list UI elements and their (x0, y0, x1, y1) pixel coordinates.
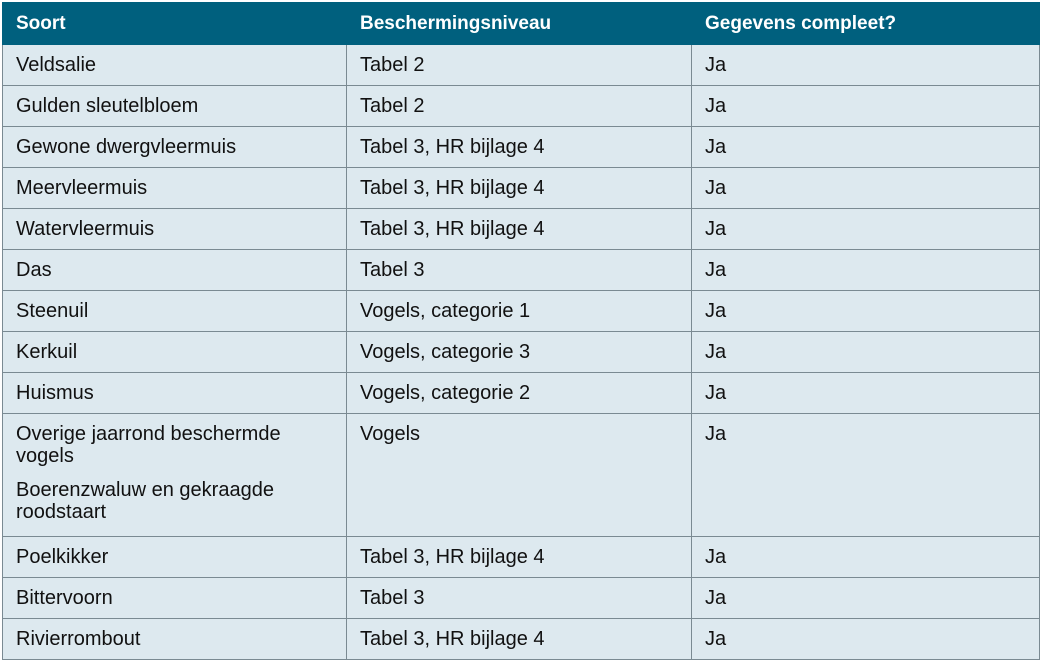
species-table (2, 2, 1040, 660)
cell-complete: Ja (692, 414, 1040, 537)
species-name: Overige jaarrond beschermde vogels (16, 423, 281, 467)
cell-protection: Tabel 3, HR bijlage 4 (347, 619, 692, 660)
table-row (3, 619, 1040, 660)
cell-species: Poelkikker (3, 537, 347, 578)
cell-protection: Tabel 3 (347, 250, 692, 291)
cell-complete: Ja (692, 250, 1040, 291)
cell-complete: Ja (692, 86, 1040, 127)
cell-complete: Ja (692, 127, 1040, 168)
cell-complete: Ja (692, 619, 1040, 660)
table-row (3, 373, 1040, 414)
table-row (3, 127, 1040, 168)
cell-protection: Tabel 2 (347, 45, 692, 86)
cell-complete: Ja (692, 209, 1040, 250)
cell-species: Rivierrombout (3, 619, 347, 660)
table-row (3, 537, 1040, 578)
cell-complete: Ja (692, 537, 1040, 578)
cell-species: Gewone dwergvleermuis (3, 127, 347, 168)
table-row (3, 332, 1040, 373)
table-row (3, 250, 1040, 291)
header-row (3, 3, 1040, 45)
cell-protection: Vogels, categorie 1 (347, 291, 692, 332)
cell-protection: Vogels, categorie 3 (347, 332, 692, 373)
species-note: Boerenzwaluw en gekraagde roodstaart (16, 479, 274, 523)
cell-complete: Ja (692, 168, 1040, 209)
cell-protection: Vogels, categorie 2 (347, 373, 692, 414)
table-row (3, 86, 1040, 127)
cell-complete: Ja (692, 578, 1040, 619)
header-protection: Beschermingsniveau (347, 3, 692, 45)
cell-protection: Tabel 2 (347, 86, 692, 127)
table-row (3, 414, 1040, 537)
cell-protection: Tabel 3, HR bijlage 4 (347, 209, 692, 250)
cell-species: Gulden sleutelbloem (3, 86, 347, 127)
header-complete: Gegevens compleet? (692, 3, 1040, 45)
cell-protection: Tabel 3, HR bijlage 4 (347, 168, 692, 209)
table-row (3, 291, 1040, 332)
cell-species: Das (3, 250, 347, 291)
cell-species (3, 414, 347, 537)
cell-species: Huismus (3, 373, 347, 414)
table-row (3, 209, 1040, 250)
header-species: Soort (3, 3, 347, 45)
table-row (3, 168, 1040, 209)
cell-protection: Vogels (347, 414, 692, 537)
cell-protection: Tabel 3, HR bijlage 4 (347, 537, 692, 578)
cell-complete: Ja (692, 332, 1040, 373)
cell-species: Watervleermuis (3, 209, 347, 250)
cell-complete: Ja (692, 373, 1040, 414)
cell-complete: Ja (692, 45, 1040, 86)
cell-species: Steenuil (3, 291, 347, 332)
table-row (3, 45, 1040, 86)
cell-species: Kerkuil (3, 332, 347, 373)
cell-complete: Ja (692, 291, 1040, 332)
cell-species: Bittervoorn (3, 578, 347, 619)
table-row (3, 578, 1040, 619)
cell-species: Meervleermuis (3, 168, 347, 209)
cell-species: Veldsalie (3, 45, 347, 86)
cell-protection: Tabel 3, HR bijlage 4 (347, 127, 692, 168)
cell-protection: Tabel 3 (347, 578, 692, 619)
